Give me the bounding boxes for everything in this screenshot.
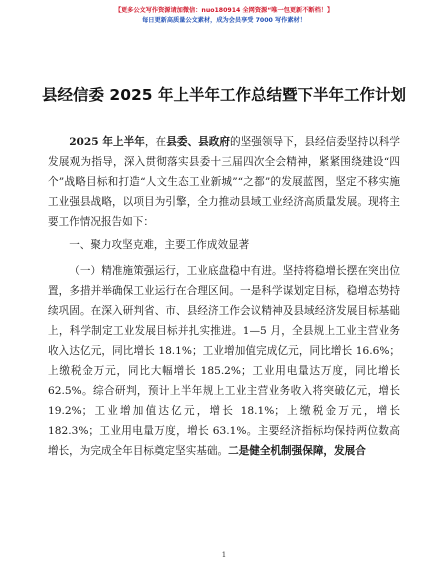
body-paragraph-tail: 二是健全机制强保障，发展合: [228, 445, 366, 458]
document-title: 县经信委 2025 年上半年工作总结暨下半年工作计划: [42, 86, 406, 104]
promo-banner-line-2: 每日更新高质量公文素材，成为会员享受 7000 写作素材！: [142, 17, 306, 24]
body-paragraph: [48, 261, 400, 462]
promo-banner-line-1: 【更多公文写作资源请加微信：nuo180914 全网资源“唯一包更新不断档！】: [114, 7, 334, 14]
promo-banner: [0, 6, 448, 26]
section-heading: 一、聚力攻坚克难，主要工作成效显著: [69, 239, 250, 252]
intro-seg-1: ，在: [144, 136, 167, 148]
intro-lead: 2025 年上半年: [69, 136, 145, 148]
page-number: 1: [221, 551, 227, 559]
document-body: [48, 132, 400, 462]
intro-paragraph: [48, 132, 400, 232]
intro-seg-3: 的坚强领导下，县经信委坚持以科学发展观为指导，深入贯彻落实县委十三届四次全会精神，紧紧围绕建设“四个”战略目标和打造“人文生态工业新城”“之都”的发展蓝图，坚定不移实施工业强县战略，以项目为引擎，全力推动县域工业经济高质量发展。现将主要工作情况报告如下：: [48, 136, 401, 229]
body-paragraph-text: （一）精准施策强运行，工业底盘稳中有进。坚持将稳增长摆在突出位置，多措并举确保工业运行在合理区间。一是科学谋划定目标，稳增态势持续巩固。在深入研判省、市、县经济工作会议精神及县域经济发展目标基础上，科学制定工业发展目标并扎实推进。1—5 月，全县规上工业主营业务收入达亿元，同比增长 18.1%；工业增加值完成亿元，同比增长 16.6%；上缴税金万元，同比大幅增长 185.2%；工业用电量达万度，同比增长 62.5%。综合研判，预计上半年规上工业主营业务收入将突破亿元，增长 19.2%；工业增加值达亿元，增长 18.1%；上缴税金万元，增长 182.3%；工业用电量万度，增长 63.1%。主要经济指标均保持两位数高增长，为完成全年目标奠定坚实基础。: [48, 264, 400, 458]
intro-seg-2: 县委、县政府: [166, 136, 230, 148]
